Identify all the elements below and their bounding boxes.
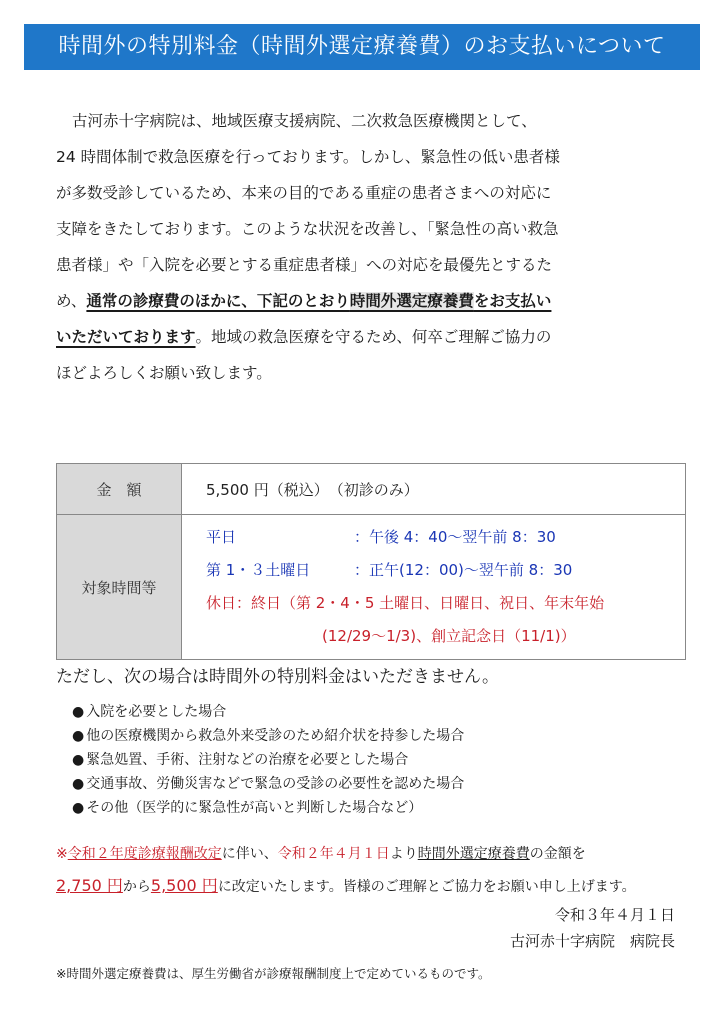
intro-line: 24 時間体制で救急医療を行っております。しかし、緊急性の低い患者様 (56, 148, 560, 166)
notice-line: 2,750 円から5,500 円に改定いたします。皆様のご理解とご協力をお願い申し上げます。 (56, 876, 636, 895)
list-item: ● 交通事故、労働災害などで緊急の受診の必要性を認めた場合 (72, 776, 465, 792)
hours-label: 対象時間等 (57, 515, 182, 660)
fee-name: 時間外選定療養費 (417, 846, 530, 862)
intro-line (56, 319, 676, 355)
signature: 古河赤十字病院 病院長 (509, 932, 675, 950)
bullet-icon: ● (72, 728, 85, 744)
payment-emphasis: をお支払い (473, 292, 552, 310)
amount-value: 5,500 円（税込） （初診のみ） (182, 464, 686, 515)
payment-emphasis: 通常の診療費のほかに、下記のとおり (86, 292, 350, 310)
intro-line (56, 283, 676, 319)
intro-paragraph (56, 103, 676, 391)
holiday-hours: 休日：終日（第 2・4・5 土曜日、日曜日、祝日、年末年始 (206, 594, 605, 612)
payment-emphasis: いただいております (56, 328, 196, 346)
list-item: ● 他の医療機関から救急外来受診のため紹介状を持参した場合 (72, 728, 465, 744)
list-item: ● 緊急処置、手術、注射などの治療を必要とした場合 (72, 752, 409, 768)
bullet-icon: ● (72, 752, 85, 768)
weekday-hours (206, 521, 685, 554)
intro-text: め、 (56, 292, 87, 310)
exception-list (72, 700, 464, 820)
intro-line: ほどよろしくお願い致します。 (56, 364, 272, 382)
revision-notice (56, 838, 696, 903)
weekday-label: 平日 (206, 528, 237, 546)
intro-line: 患者様」や「入院を必要とする重症患者様」への対応を最優先とするた (56, 256, 553, 274)
intro-line: 支障をきたしております。このような状況を改善し、「緊急性の高い救急 (56, 220, 559, 238)
bullet-icon: ● (72, 776, 85, 792)
old-amount: 2,750 円 (56, 876, 123, 895)
effective-date: 令和２年４月１日 (277, 846, 390, 862)
intro-line: 古河赤十字病院は、地域医療支援病院、二次救急医療機関として、 (72, 112, 537, 130)
amount-row (57, 464, 686, 515)
page-title: 時間外の特別料金（時間外選定療養費）のお支払いについて (24, 24, 700, 70)
issue-date: 令和３年４月１日 (554, 906, 675, 924)
saturday-label: 第 1・３土曜日 (206, 561, 311, 579)
exception-heading: ただし、次の場合は時間外の特別料金はいただきません。 (56, 667, 500, 687)
fee-name-highlight: 時間外選定療養費 (349, 292, 474, 310)
fee-table (56, 463, 686, 660)
footnote: ※時間外選定療養費は、厚生労働省が診療報酬制度上で定めているものです。 (56, 966, 491, 981)
intro-text: 。地域の救急医療を守るため、何卒ご理解ご協力の (195, 328, 552, 346)
amount-label: 金 額 (57, 464, 182, 515)
hours-row (57, 515, 686, 660)
revision-name: 令和２年度診療報酬改定 (67, 846, 222, 862)
hours-cell (182, 515, 686, 660)
list-item: ● 入院を必要とした場合 (72, 704, 227, 720)
holiday-hours-continued: (12/29～1/3)、創立記念日（11/1)） (322, 627, 576, 645)
saturday-hours (206, 554, 685, 587)
bullet-icon: ● (72, 800, 85, 816)
weekday-time: ：午後 4：40～翌午前 8：30 (354, 528, 556, 546)
list-item: ● その他（医学的に緊急性が高いと判断した場合など） (72, 800, 423, 816)
notice-line: ※令和２年度診療報酬改定に伴い、令和２年４月１日より時間外選定療養費の金額を (56, 846, 586, 862)
new-amount: 5,500 円 (150, 876, 218, 895)
bullet-icon: ● (72, 704, 85, 720)
notice-mark: ※ (56, 846, 68, 862)
intro-line: が多数受診しているため、本来の目的である重症の患者さまへの対応に (56, 184, 552, 202)
saturday-time: ：正午(12：00)～翌午前 8：30 (354, 561, 573, 579)
